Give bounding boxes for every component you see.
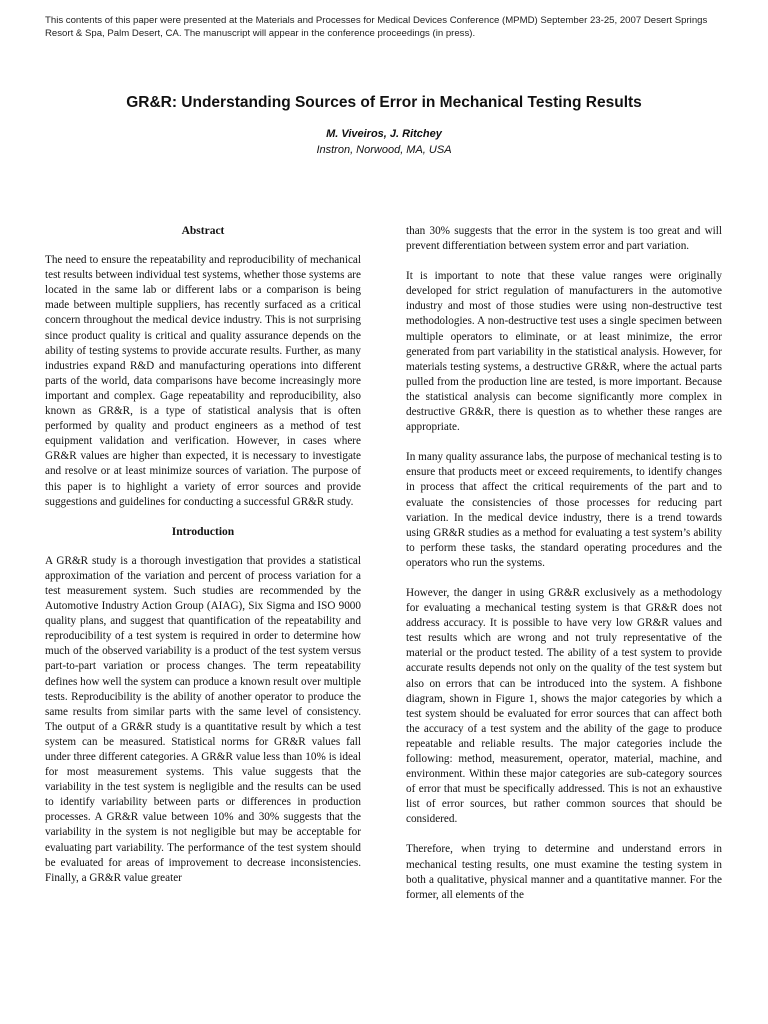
introduction-paragraph: A GR&R study is a thorough investigation that provides a statistical approximation of the variation and percent of process variation for a test measurement system. Such studies are recommended by the Automotive Industry Action Group (AIAG), Six Sigma and ISO 9000 quality plans, and suggest that quantification of the repeatability and reproducibility of a test system is required in order to determine how much of the observed variability is a product of the test system versus part-to-part variation or process changes. The term repeatability defines how well the system can produce a known result over multiple tests. Reproducibility is the ability of another operator to produce the same results from similar parts with the same level of consistency. The output of a GR&R study is a quantitative result by which a test system can be measured. Statistical norms for GR&R values fall under three different categories. A GR&R value less than 10% is ideal for most measurement systems. This value suggests that the variability in the test system is negligible and the results can be used to identify variability between parts or differences in production processes. A GR&R value between 10% and 30% suggests that the variability in the system is not negligible but may be acceptable for evaluating part variability. The performance of the test system should be evaluated for areas of improvement to decrease inconsistencies. Finally, a GR&R value greater xyxy=(45,554,361,884)
conference-notice: This contents of this paper were presented at the Materials and Processes for Medical Devices Conference (MPMD) September 23-25, 2007 Desert Springs Resort & Spa, Palm Desert, CA. The manuscript will appear in the conference proceedings (in press). xyxy=(45,15,708,39)
paper-title: GR&R: Understanding Sources of Error in Mechanical Testing Results xyxy=(126,94,642,111)
affiliation: Instron, Norwood, MA, USA xyxy=(316,144,452,156)
left-column xyxy=(45,224,361,901)
body-paragraph: In many quality assurance labs, the purpose of mechanical testing is to ensure that products meet or exceed requirements, to identify changes in process that affect the critical requirements of the part and to evaluate the consistencies of those processes for reducing part variation. In the medical device industry, there is a trend towards using GR&R studies as a method for evaluating a test system’s ability to perform these tasks, the standard operating procedures and the operators who run the systems. xyxy=(406,451,722,569)
abstract-heading: Abstract xyxy=(181,225,225,237)
body-paragraph: It is important to note that these value ranges were originally developed for strict regulation of manufacturers in the automotive industry and most of those studies were using non-destructive test methodologies. A non-destructive test uses a single specimen between multiple operators to eliminate, or at least minimize, the error generated from part variability in the statistical analysis. However, for materials testing systems, a destructive GR&R, where the actual parts pulled from the production line are tested, is more important. Because the statistical analysis can become significantly more complex in destructive GR&R, there is question as to whether these ranges are appropriate. xyxy=(406,270,722,434)
authors: M. Viveiros, J. Ritchey xyxy=(326,128,442,140)
body-paragraph: than 30% suggests that the error in the system is too great and will prevent differentiation between system error and part variation. xyxy=(406,225,722,253)
introduction-heading: Introduction xyxy=(171,525,235,538)
body-paragraph: Therefore, when trying to determine and understand errors in mechanical testing results, one must examine the testing system in both a qualitative, physical manner and a quantitative manner. For the former, all elements of the xyxy=(406,843,722,901)
abstract-paragraph: The need to ensure the repeatability and reproducibility of mechanical test results between individual test systems, whether those systems are located in the same lab or different labs or a comparison is being made between multiple suppliers, has recently surfaced as a critical concern throughout the medical device industry. This is not surprising since product quality is critical and quality assurance depends on the ability of testing systems to provide accurate results. Further, as many industries expand R&D and manufacturing operations into different parts of the world, data comparisons have become increasingly more important and complex. Gage repeatability and reproducibility, also known as GR&R, is a type of statistical analysis that is often performed by quality and product engineers as a method of test equipment validation and verification. However, in cases where GR&R values are higher than expected, it is necessary to investigate and resolve or at least minimize sources of variation. The purpose of this paper is to highlight a variety of error sources and provide suggestions and guidelines for conducting a successful GR&R study. xyxy=(45,254,361,508)
right-column xyxy=(406,224,722,918)
body-paragraph: However, the danger in using GR&R exclusively as a methodology for evaluating a mechanical testing system is that GR&R does not address accuracy. It is possible to have very low GR&R values and test results which are wrong and not truly representative of the material or the product tested. The ability of a test system to provide accurate results depends not only on the quality of the test system but also on errors that can be introduced into the system. A fishbone diagram, shown in Figure 1, shows the major categories by which a test system should be evaluated for error sources that can affect both the accuracy of a test system and the ability of the gage to produce repeatable and reliable results. The major categories include the following: method, measurement, operator, material, machine, and environment. Within these major categories are sub-category sources of error that must be specifically addressed. This is not an exhaustive list of error sources, but rather common sources that should be considered. xyxy=(406,586,722,826)
